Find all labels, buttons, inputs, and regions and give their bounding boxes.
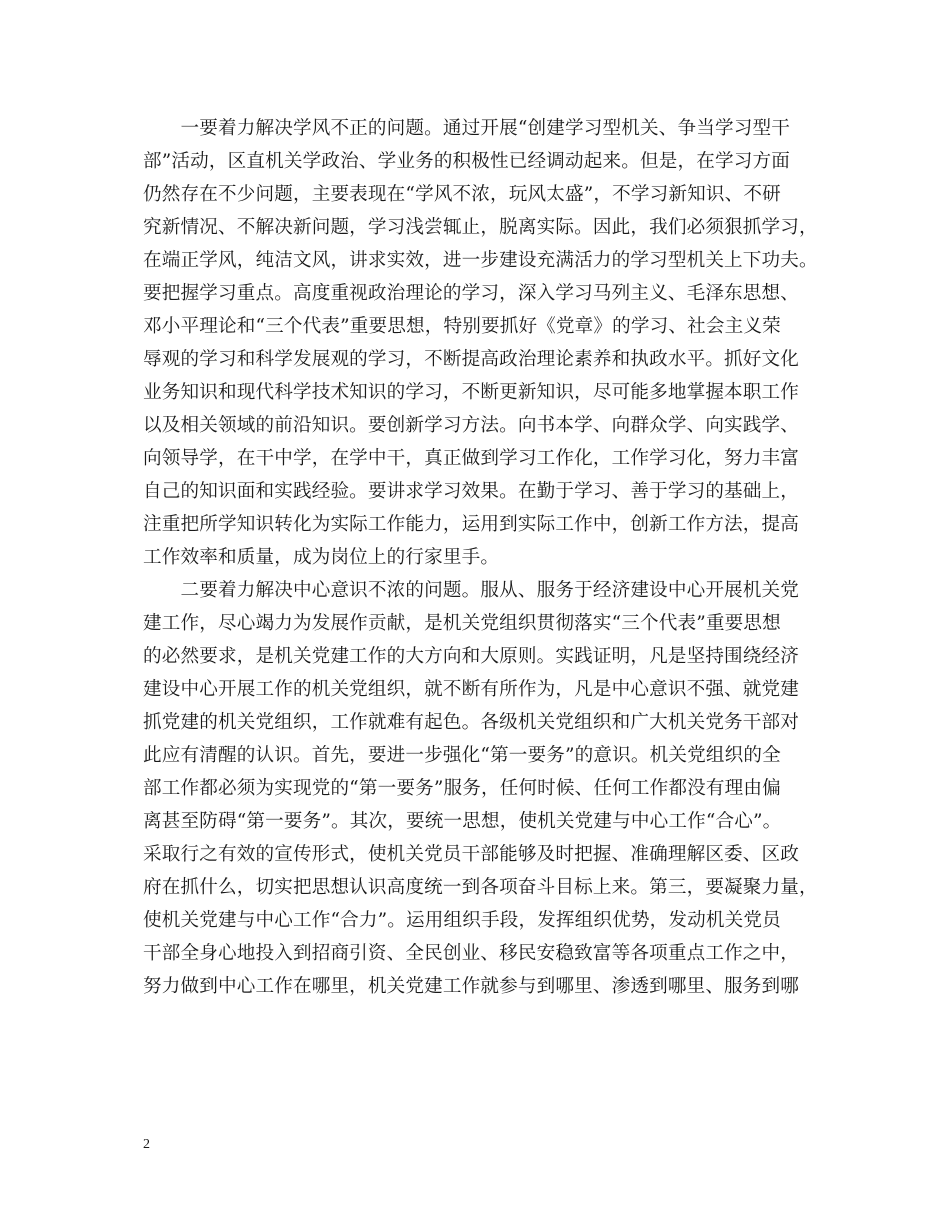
text-line: 干部全身心地投入到招商引资、全民创业、移民安稳致富等各项重点工作之中， bbox=[143, 943, 800, 964]
text-line: 向领导学，在干中学，在学中干，真正做到学习工作化，工作学习化，努力丰富 bbox=[143, 448, 800, 469]
text-line: 仍然存在不少问题，主要表现在“学风不浓，玩风太盛”，不学习新知识、不研 bbox=[143, 184, 781, 205]
text-line: 府在抓什么，切实把思想认识高度统一到各项奋斗目标上来。第三，要凝聚力量， bbox=[143, 877, 818, 898]
text-line: 的必然要求，是机关党建工作的大方向和大原则。实践证明，凡是坚持围绕经济 bbox=[143, 646, 800, 667]
text-line: 以及相关领域的前沿知识。要创新学习方法。向书本学、向群众学、向实践学、 bbox=[143, 415, 800, 436]
body-text bbox=[143, 112, 818, 1003]
text-line: 部工作都必须为实现党的“第一要务”服务，任何时候、任何工作都没有理由偏 bbox=[143, 778, 781, 799]
text-line: 建工作，尽心竭力为发展作贡献，是机关党组织贯彻落实“三个代表”重要思想 bbox=[143, 613, 781, 634]
text-line: 建设中心开展工作的机关党组织，就不断有所作为，凡是中心意识不强、就党建 bbox=[143, 679, 800, 700]
text-line: 使机关党建与中心工作“合力”。运用组织手段，发挥组织优势，发动机关党员 bbox=[143, 910, 781, 931]
text-line: 要把握学习重点。高度重视政治理论的学习，深入学习马列主义、毛泽东思想、 bbox=[143, 283, 800, 304]
text-line: 抓党建的机关党组织，工作就难有起色。各级机关党组织和广大机关党务干部对 bbox=[143, 712, 800, 733]
text-line: 此应有清醒的认识。首先，要进一步强化“第一要务”的意识。机关党组织的全 bbox=[143, 745, 781, 766]
text-line: 一要着力解决学风不正的问题。通过开展“创建学习型机关、争当学习型干 bbox=[143, 118, 790, 139]
text-line: 离甚至防碍“第一要务”。其次，要统一思想，使机关党建与中心工作“合心”。 bbox=[143, 811, 782, 832]
text-line: 注重把所学知识转化为实际工作能力，运用到实际工作中，创新工作方法，提高 bbox=[143, 514, 800, 535]
text-line: 究新情况、不解决新问题，学习浅尝辄止，脱离实际。因此，我们必须狠抓学习， bbox=[143, 217, 818, 238]
text-line: 在端正学风，纯洁文风，讲求实效，进一步建设充满活力的学习型机关上下功夫。 bbox=[143, 250, 818, 271]
text-line: 辱观的学习和科学发展观的学习，不断提高政治理论素养和执政水平。抓好文化 bbox=[143, 349, 800, 370]
text-line: 采取行之有效的宣传形式，使机关党员干部能够及时把握、准确理解区委、区政 bbox=[143, 844, 800, 865]
text-line: 自己的知识面和实践经验。要讲求学习效果。在勤于学习、善于学习的基础上， bbox=[143, 481, 800, 502]
text-line: 邓小平理论和“三个代表”重要思想，特别要抓好《党章》的学习、社会主义荣 bbox=[143, 316, 781, 337]
text-line: 业务知识和现代科学技术知识的学习，不断更新知识，尽可能多地掌握本职工作 bbox=[143, 382, 800, 403]
text-line: 部”活动，区直机关学政治、学业务的积极性已经调动起来。但是，在学习方面 bbox=[143, 151, 790, 172]
page-number: 2 bbox=[143, 1137, 150, 1152]
text-line: 工作效率和质量，成为岗位上的行家里手。 bbox=[143, 547, 500, 568]
text-line: 努力做到中心工作在哪里，机关党建工作就参与到哪里、渗透到哪里、服务到哪 bbox=[143, 976, 800, 997]
text-line: 二要着力解决中心意识不浓的问题。服从、服务于经济建设中心开展机关党 bbox=[143, 580, 800, 601]
